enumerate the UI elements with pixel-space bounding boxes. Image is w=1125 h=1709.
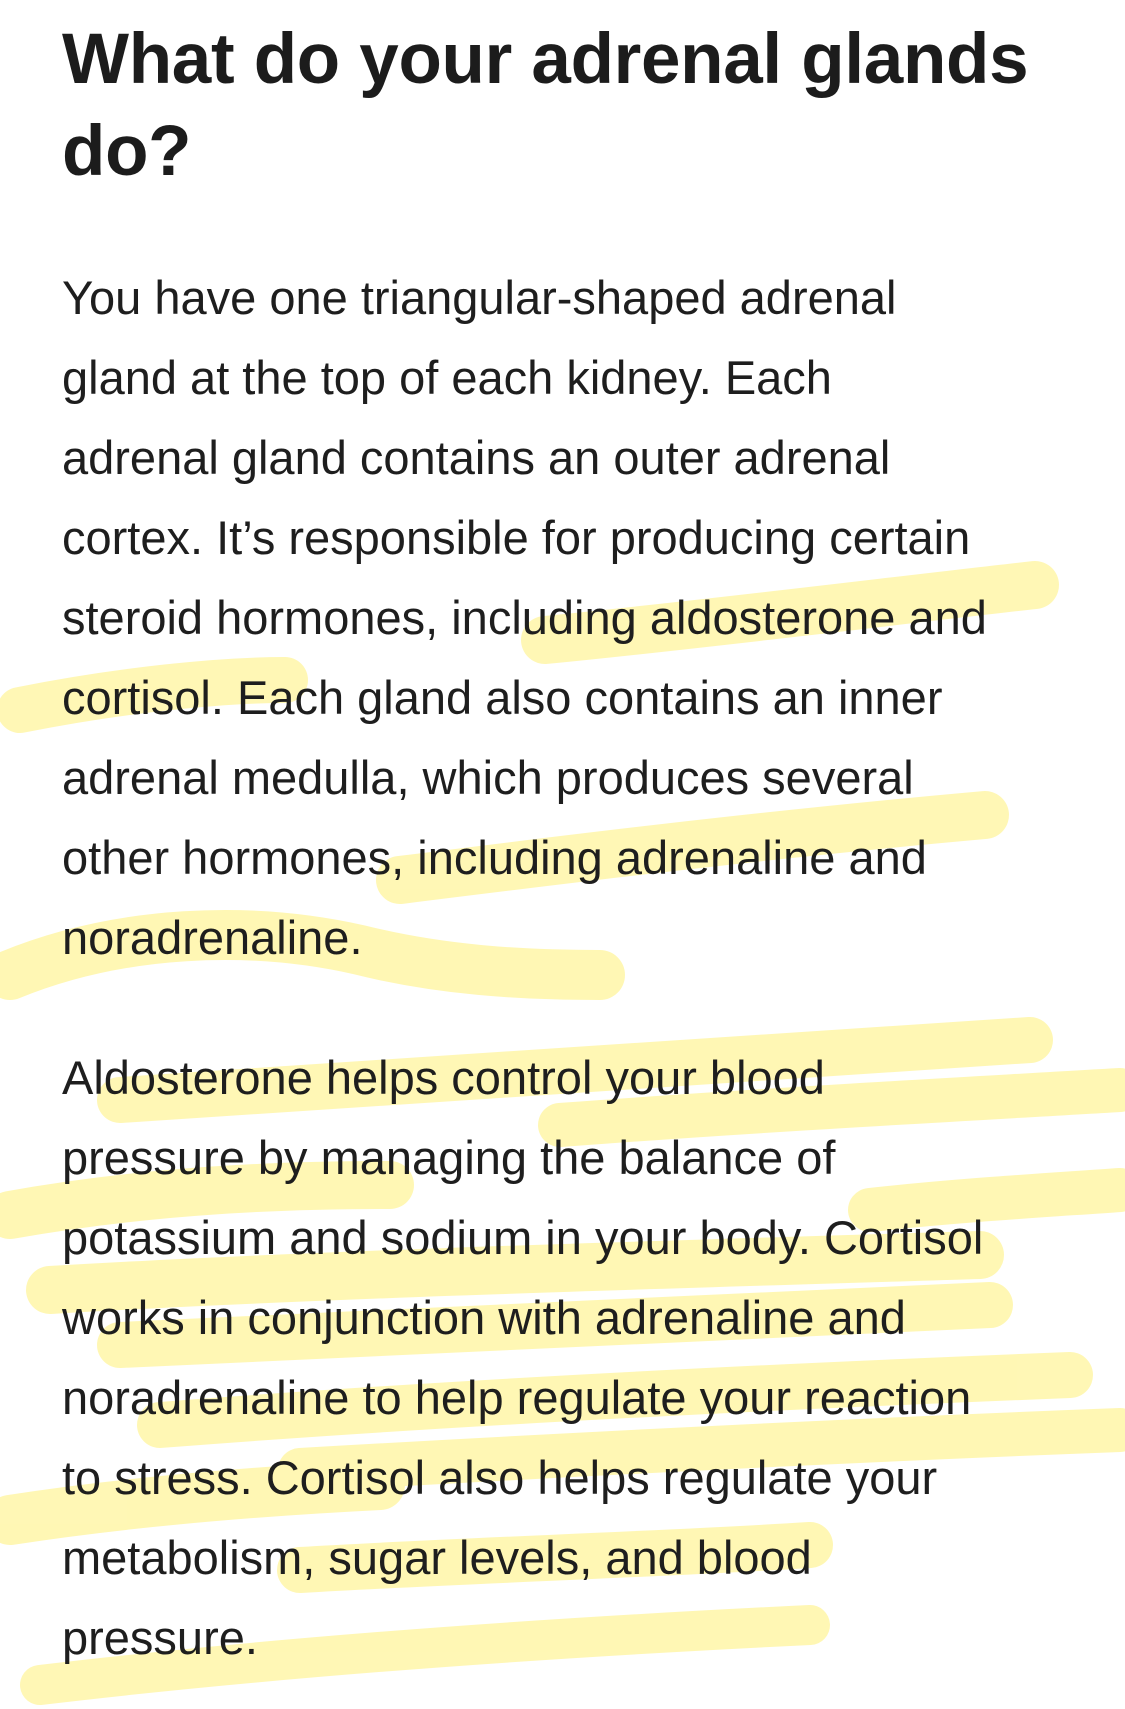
article-paragraph: You have one triangular-shaped adrenal gland at the top of each kidney. Each adrenal gland contains an outer adrenal cortex. It’s responsible for producing certain steroid hormones, including aldosterone and cortisol. Each gland also contains an inner adrenal medulla, which produces several other hormones, including adrenaline and noradrenaline. [62, 271, 987, 964]
page-title: What do your adrenal glands do? [62, 20, 1029, 191]
article-paragraph: Aldosterone helps control your blood pressure by managing the balance of potassium and sodium in your body. Cortisol works in conjunction with adrenaline and noradrenaline to help regulate your reaction to stress. Cortisol also helps regulate your metabolism, sugar levels, and blood pressure. [62, 1051, 984, 1664]
